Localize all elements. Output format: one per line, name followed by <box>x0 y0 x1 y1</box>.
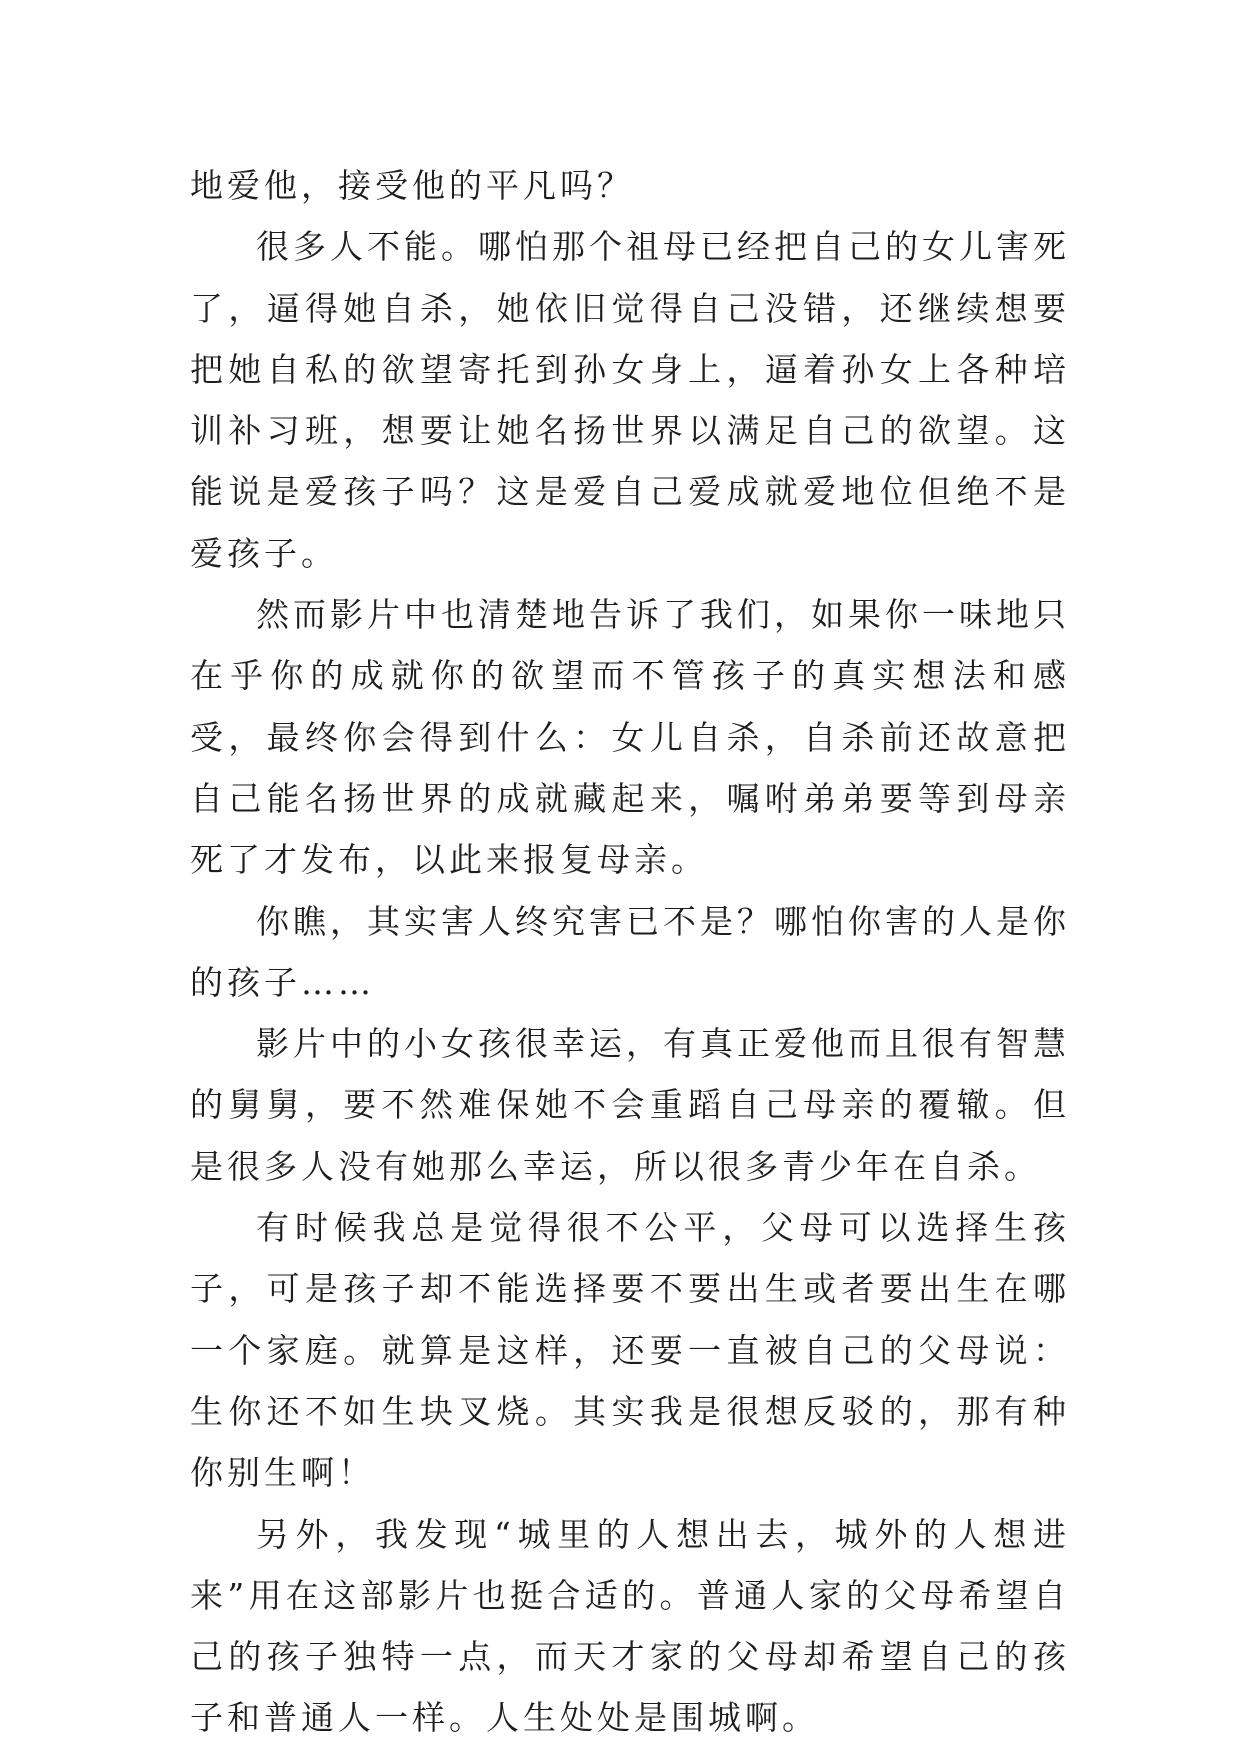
paragraph-2: 很多人不能。哪怕那个祖母已经把自己的女儿害死了，逼得她自杀，她依旧觉得自己没错，还继续想要把她自私的欲望寄托到孙女身上，逼着孙女上各种培训补习班，想要让她名扬世界以满足自己的欲望。这能说是爱孩子吗？这是爱自己爱成就爱地位但绝不是爱孩子。 <box>190 227 1070 573</box>
paragraph-6: 有时候我总是觉得很不公平，父母可以选择生孩子，可是孩子却不能选择要不要出生或者要出生在哪一个家庭。就算是这样，还要一直被自己的父母说：生你还不如生块叉烧。其实我是很想反驳的，那有种你别生啊！ <box>190 1208 1070 1493</box>
paragraph-7: 另外，我发现“城里的人想出去，城外的人想进来”用在这部影片也挺合适的。普通人家的父母希望自己的孩子独特一点，而天才家的父母却希望自己的孩子和普通人一样。人生处处是围城啊。 <box>190 1514 1070 1738</box>
paragraph-4: 你瞧，其实害人终究害已不是？哪怕你害的人是你的孩子…… <box>190 901 1070 1002</box>
paragraph-5: 影片中的小女孩很幸运，有真正爱他而且很有智慧的舅舅，要不然难保她不会重蹈自己母亲的覆辙。但是很多人没有她那么幸运，所以很多青少年在自杀。 <box>190 1024 1070 1186</box>
paragraph-3: 然而影片中也清楚地告诉了我们，如果你一味地只在乎你的成就你的欲望而不管孩子的真实想法和感受，最终你会得到什么：女儿自杀，自杀前还故意把自己能名扬世界的成就藏起来，嘱咐弟弟要等到母亲死了才发布，以此来报复母亲。 <box>190 595 1070 880</box>
document-body <box>190 155 1070 1749</box>
paragraph-1: 地爱他，接受他的平凡吗？ <box>190 166 634 205</box>
